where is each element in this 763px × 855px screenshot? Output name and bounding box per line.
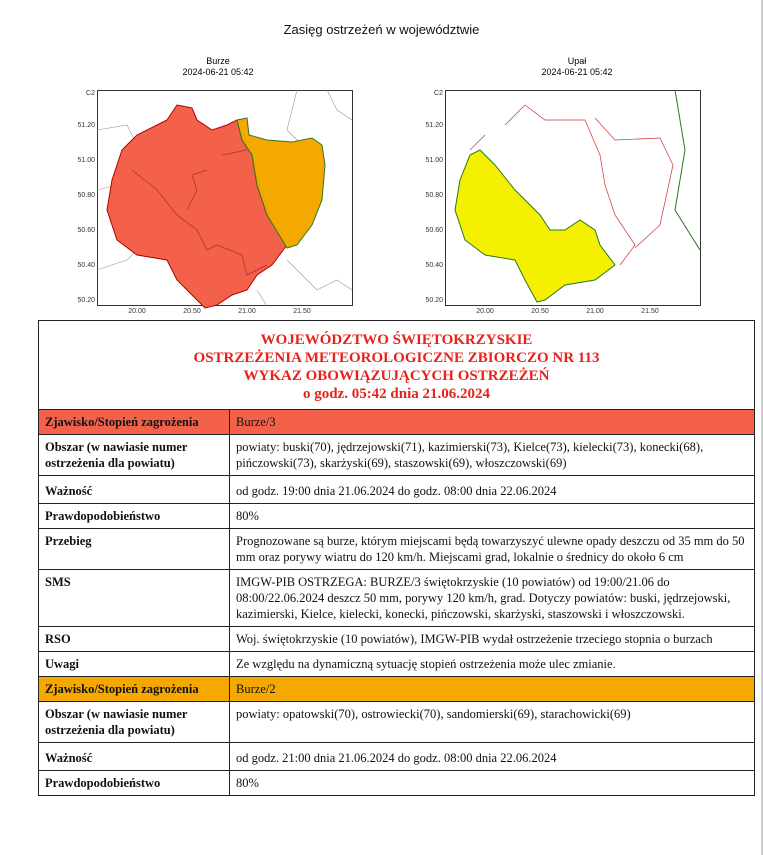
map-corner-label: C2 [434,90,443,97]
row-label: Przebieg [39,529,230,570]
row-value: Burze/2 [230,677,755,702]
header-title: OSTRZEŻENIA METEOROLOGICZNE ZBIORCZO NR 113 [193,350,600,366]
row-value: od godz. 21:00 dnia 21.06.2024 do godz. 08:00 dnia 22.06.2024 [230,743,755,771]
page-title: Zasięg ostrzeżeń w województwie [283,22,480,37]
row-value: od godz. 19:00 dnia 21.06.2024 do godz. 08:00 dnia 22.06.2024 [230,476,755,504]
x-tick: 20.00 [476,308,494,315]
x-tick: 20.50 [183,308,201,315]
y-tick: 51.00 [425,157,443,164]
table-row [39,702,755,743]
map-title: Upał [567,56,587,66]
x-tick: 21.00 [238,308,256,315]
row-value: Burze/3 [230,410,755,435]
row-label: Prawdopodobieństwo [39,771,230,796]
y-tick: 50.40 [77,262,95,269]
map-upal-caption [477,56,677,78]
table-row [39,677,755,702]
row-label: Obszar (w nawiasie numer ostrzeżenia dla powiatu) [39,702,230,743]
row-label: SMS [39,570,230,627]
map-upal [425,90,701,315]
map-title: Burze [206,56,230,66]
table-row [39,504,755,529]
row-value: 80% [230,504,755,529]
row-value: powiaty: buski(70), jędrzejowski(71), kazimierski(73), Kielce(73), kielecki(73), konecki(68), pińczowski(73), skarżyski(69), staszowski(69), włoszczowski(69) [230,435,755,476]
table-header [39,321,755,410]
y-tick: 51.20 [425,122,443,129]
table-row [39,529,755,570]
header-time: o godz. 05:42 dnia 21.06.2024 [302,386,491,402]
x-tick: 21.50 [641,308,659,315]
table-row [39,627,755,652]
header-region: WOJEWÓDZTWO ŚWIĘTOKRZYSKIE [260,332,533,348]
y-tick: 50.20 [425,297,443,304]
x-tick: 20.00 [128,308,146,315]
row-label: Obszar (w nawiasie numer ostrzeżenia dla powiatu) [39,435,230,476]
row-value: Woj. świętokrzyskie (10 powiatów), IMGW-PIB wydał ostrzeżenie trzeciego stopnia o burzach [230,627,755,652]
row-label: Ważność [39,476,230,504]
row-label: Ważność [39,743,230,771]
table-row [39,743,755,771]
y-tick: 51.00 [77,157,95,164]
map-burze-caption [118,56,318,78]
row-value: Prognozowane są burze, którym miejscami będą towarzyszyć ulewne opady deszczu od 35 mm do 50 mm oraz porywy wiatru do 120 km/h. Miejscami grad, lokalnie o średnicy do około 6 cm [230,529,755,570]
map-burze [77,90,353,315]
table-row [39,410,755,435]
table-row [39,476,755,504]
x-tick: 21.50 [293,308,311,315]
y-tick: 50.40 [425,262,443,269]
header-subtitle: WYKAZ OBOWIĄZUJĄCYCH OSTRZEŻEŃ [243,368,550,384]
table-row [39,771,755,796]
map-datetime: 2024-06-21 05:42 [541,67,613,77]
row-value: IMGW-PIB OSTRZEGA: BURZE/3 świętokrzyskie (10 powiatów) od 19:00/21.06 do 08:00/22.06.2024 deszcz 50 mm, porywy 120 km/h, grad. Dotyczy powiatów: buski, jędrzejowski, kazimierski, Kielce, kielecki, konecki, pińczowski, skarżyski, staszowski i włoszczowski. [230,570,755,627]
y-tick: 50.80 [425,192,443,199]
y-tick: 50.60 [77,227,95,234]
table-row [39,570,755,627]
row-label: Uwagi [39,652,230,677]
map-datetime: 2024-06-21 05:42 [182,67,254,77]
row-label: Zjawisko/Stopień zagrożenia [39,410,230,435]
row-label: Zjawisko/Stopień zagrożenia [39,677,230,702]
row-value: 80% [230,771,755,796]
x-tick: 21.00 [586,308,604,315]
table-row [39,435,755,476]
map-corner-label: C2 [86,90,95,97]
row-value: Ze względu na dynamiczną sytuację stopień ostrzeżenia może ulec zmianie. [230,652,755,677]
y-tick: 50.80 [77,192,95,199]
row-value: powiaty: opatowski(70), ostrowiecki(70), sandomierski(69), starachowicki(69) [230,702,755,743]
row-label: RSO [39,627,230,652]
x-tick: 20.50 [531,308,549,315]
row-label: Prawdopodobieństwo [39,504,230,529]
warnings-table [38,320,755,796]
y-tick: 50.60 [425,227,443,234]
y-tick: 51.20 [77,122,95,129]
table-row [39,652,755,677]
y-tick: 50.20 [77,297,95,304]
